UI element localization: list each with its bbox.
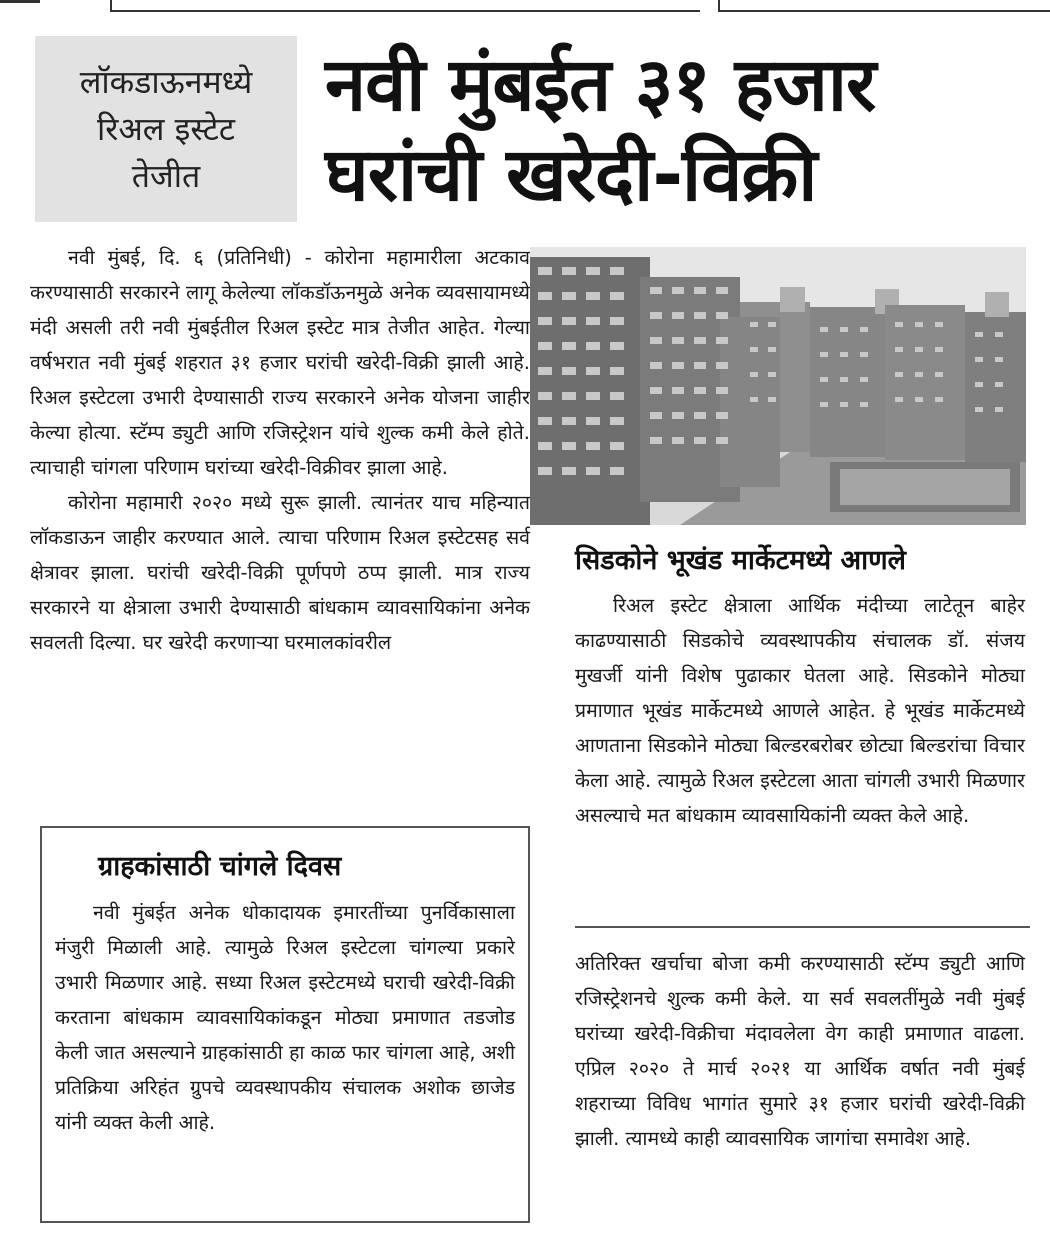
kicker-line: लॉकडाऊनमध्ये <box>79 62 253 101</box>
sidebar-paragraph: रिअल इस्टेट क्षेत्राला आर्थिक मंदीच्या लाटेतून बाहेर काढण्यासाठी सिडकोचे व्यवस्थापकीय संचालक डॉ. संजय मुखर्जी यांनी विशेष पुढाकार घेतला आहे. सिडकोने मोठ्या प्रमाणात भूखंड मार्केटमध्ये आणले आहेत. हे भूखंड मार्केटमध्ये आणताना सिडकोने मोठ्या बिल्डरबरोबर छोट्या बिल्डरांचा विचार केला आहे. त्यामुळे रिअल इस्टेटला आता चांगली उभारी मिळणार असल्याचे मत बांधकाम व्यावसायिकांनी व्यक्त केले आहे. <box>575 594 1025 827</box>
top-border-segment <box>110 0 700 12</box>
continuation-paragraph: अतिरिक्त खर्चाचा बोजा कमी करण्यासाठी स्टॅम्प ड्युटी आणि रजिस्ट्रेशनचे शुल्क कमी केले. या सर्व सवलतींमुळे नवी मुंबई घरांच्या खरेदी-विक्रीचा मंदावलेला वेग काही प्रमाणात वाढला. एप्रिल २०२० ते मार्च २०२१ या आर्थिक वर्षात नवी मुंबई शहराच्या विविध भागांत सुमारे ३१ हजार घरांची खरेदी-विक्री झाली. त्यामध्ये काही व्यावसायिक जागांचा समावेश आहे. <box>575 952 1025 1150</box>
headline-line: नवी मुंबईत ३१ हजार <box>325 42 876 128</box>
section-divider <box>575 926 1030 928</box>
info-box-paragraph: नवी मुंबईत अनेक धोकादायक इमारतींच्या पुनर्विकासाला मंजुरी मिळाली आहे. त्यामुळे रिअल इस्टेटला चांगल्या प्रकारे उभारी मिळणार आहे. सध्या रिअल इस्टेटमध्ये घराची खरेदी-विक्री करताना बांधकाम व्यावसायिकांकडून मोठ्या प्रमाणात तडजोड केली जात असल्याने ग्राहकांसाठी हा काळ फार चांगला आहे, अशी प्रतिक्रिया अरिहंत ग्रुपचे व्यवस्थापकीय संचालक अशोक छाजेड यांनी व्यक्त केली आहे. <box>55 901 515 1134</box>
headline <box>325 40 1040 220</box>
sidebar-column <box>575 588 1025 833</box>
sidebar-heading: सिडकोने भूखंड मार्केटमध्ये आणले <box>575 545 906 576</box>
headline-line: घरांची खरेदी-विक्री <box>325 132 817 218</box>
info-box-column <box>55 895 515 1140</box>
top-border-segment <box>718 0 1050 12</box>
building-photo <box>530 247 1026 525</box>
top-border <box>0 0 1050 14</box>
article-column <box>30 240 530 660</box>
top-border-segment <box>0 0 40 3</box>
kicker-line: रिअल इस्टेट <box>96 109 236 148</box>
article-paragraph: नवी मुंबई, दि. ६ (प्रतिनिधी) - कोरोना महामारीला अटकाव करण्यासाठी सरकारने लागू केलेल्या लॉकडॉऊनमुळे अनेक व्यवसायामध्ये मंदी असली तरी नवी मुंबईतील रिअल इस्टेट मात्र तेजीत आहेत. गेल्या वर्षभरात नवी मुंबई शहरात ३१ हजार घरांची खरेदी-विक्री झाली आहे. रिअल इस्टेटला उभारी देण्यासाठी राज्य सरकारने अनेक योजना जाहीर केल्या होत्या. स्टॅम्प ड्युटी आणि रजिस्ट्रेशन यांचे शुल्क कमी केले होते. त्याचाही चांगला परिणाम घरांच्या खरेदी-विक्रीवर झाला आहे. <box>30 246 530 479</box>
building-photo-image <box>530 247 1026 525</box>
kicker-box <box>35 36 297 222</box>
kicker-line: तेजीत <box>131 156 201 195</box>
info-box-heading: ग्राहकांसाठी चांगले दिवस <box>98 851 342 882</box>
continuation-column <box>575 946 1025 1156</box>
article-paragraph: कोरोना महामारी २०२० मध्ये सुरू झाली. त्यानंतर याच महिन्यात लॉकडाऊन जाहीर करण्यात आले. त्याचा परिणाम रिअल इस्टेटसह सर्व क्षेत्रावर झाला. घरांची खरेदी-विक्री पूर्णपणे ठप्प झाली. मात्र राज्य सरकारने या क्षेत्राला उभारी देण्यासाठी बांधकाम व्यावसायिकांना अनेक सवलती दिल्या. घर खरेदी करणाऱ्या घरमालकांवरील <box>30 491 530 654</box>
